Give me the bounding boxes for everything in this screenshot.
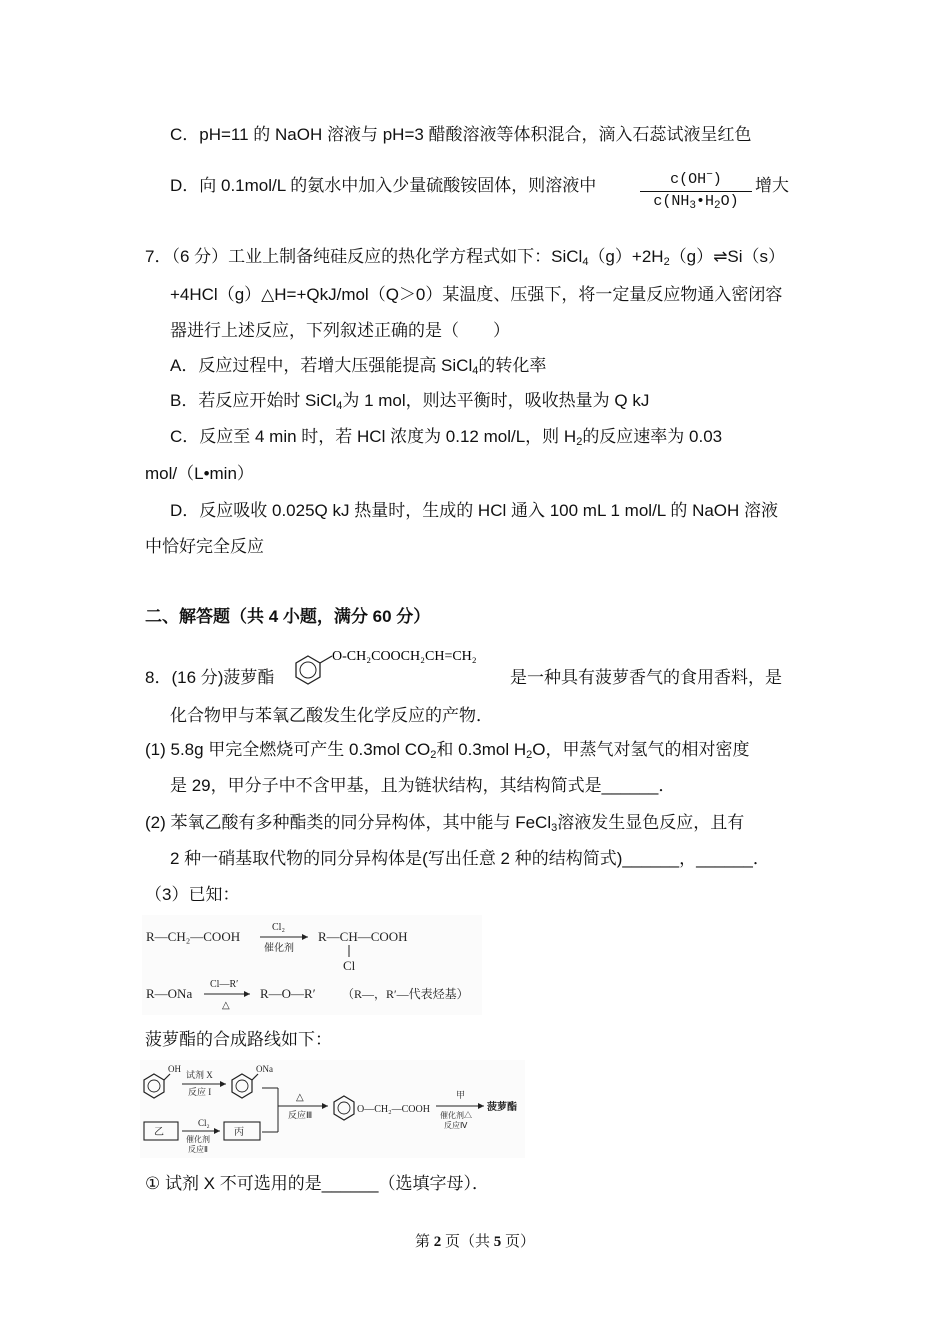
reaction2-reagent: Cl—R′ (210, 979, 239, 990)
reaction2-product: R—O—R′ (260, 986, 316, 1001)
q6-option-d (170, 175, 596, 197)
q7-option-d-cont: 中恰好完全反应 (145, 537, 264, 556)
phenol-oh: OH (168, 1064, 181, 1074)
reaction-4-label: 反应Ⅳ (444, 1121, 468, 1130)
reagent-cl2: Cl₂ (198, 1118, 210, 1128)
q7-stem-line1: 7．（6 分）工业上制备纯硅反应的热化学方程式如下：$SiCl_4(g)+2H_2(g)\rightleftharpoons Si(s)$ (145, 247, 786, 268)
q8-stem-start: 8．(16 分)菠萝酯 (145, 668, 275, 687)
reagent-x: 试剂 X (186, 1070, 213, 1080)
phenoxyacetic-formula: O—CH₂—COOH (357, 1104, 430, 1115)
q7-option-c-cont: mol/（L•min） (145, 464, 254, 483)
q7-option-c: C．反应至 4 min 时，若 HCl 浓度为 0.12 mol/L，则 $H_2$的反应速率为 0.03 (170, 427, 723, 448)
reaction2-reactant: R—ONa (146, 986, 193, 1001)
reaction2-note: （R—，R′—代表烃基） (342, 987, 469, 1001)
compound-yi: 乙 (154, 1127, 164, 1138)
q7-stem-line3: 器进行上述反应，下列叙述正确的是（ ） (170, 321, 510, 340)
q8-part1-cont: 是 29，甲分子中不含甲基，且为链状结构，其结构简式是______． (170, 776, 676, 795)
q8-part2: (2) 苯氧乙酸有多种酯类的同分异构体，其中能与 FeCl$_3$溶液发生显色反应，且有 (145, 813, 745, 834)
q7-option-d: D．反应吸收 0.025Q kJ 热量时，生成的 HCl 通入 100 mL 1 mol/L 的 NaOH 溶液 (170, 501, 779, 520)
reaction-2-condition: 催化剂 (186, 1135, 210, 1144)
q8-stem-cont: 是一种具有菠萝香气的食用香料，是 (510, 668, 782, 687)
q8-part2-cont: 2 种一硝基取代物的同分异构体是(写出任意 2 种的结构简式)______，______． (170, 849, 770, 868)
q7-option-a: A．反应过程中，若增大压强能提高 SiCl$_4$的转化率 (170, 356, 547, 377)
q8-part3: （3）已知： (145, 885, 240, 904)
reaction-1-label: 反应 I (188, 1087, 212, 1097)
phenoxide-ona: ONa (256, 1064, 273, 1074)
reaction-4-condition: 催化剂△ (440, 1111, 472, 1120)
reaction1-condition: 催化剂 (264, 943, 294, 954)
page-footer: 第 2 页（共 5 页） (414, 1234, 536, 1250)
q6-option-c: C．pH=11 的 NaOH 溶液与 pH=3 醋酸溶液等体积混合，滴入石蕊试液呈红色 (170, 125, 752, 144)
reaction-2-label: 反应Ⅱ (188, 1145, 208, 1154)
q6-d-text: D．向 0.1mol/L 的氨水中加入少量硫酸铵固体，则溶液中 (170, 176, 597, 195)
compound-bing: 丙 (234, 1127, 244, 1138)
reaction1-reagent: Cl₂ (272, 922, 285, 933)
section-title: 二、解答题（共 4 小题，满分 60 分） (145, 607, 431, 626)
reaction1-product: R—CH—COOH (318, 929, 408, 944)
reagent-jia: 甲 (456, 1090, 466, 1100)
fraction-numerator: c(OH−) (640, 170, 752, 192)
reaction2-condition: △ (222, 1000, 230, 1011)
q8-stem-line2: 化合物甲与苯氧乙酸发生化学反应的产物． (170, 706, 493, 725)
fraction-denominator: $c(NH_3•H_2O)$ (653, 193, 739, 212)
pineapple-ester-structure (288, 642, 513, 694)
q7-option-b: B．若反应开始时 SiCl$_4$为 1 mol，则达平衡时，吸收热量为 Q kJ (170, 391, 650, 412)
q6-d-tail: 增大 (755, 176, 789, 195)
reaction-3-label: 反应Ⅲ (288, 1110, 313, 1120)
reaction1-cl: Cl (343, 958, 356, 973)
q6-fraction (640, 170, 752, 212)
synthesis-route-figure (140, 1060, 525, 1158)
product-pineapple-ester: 菠萝酯 (487, 1102, 517, 1113)
reaction1-reactant: R—CH₂—COOH (146, 929, 241, 944)
q8-part1: (1) 5.8g 甲完全燃烧可产生 0.3mol $CO_2$和 0.3mol $H_2O$，甲蒸气对氢气的相对密度 (145, 740, 750, 761)
q7-stem-line2: +4HCl（g）△H=+QkJ/mol（Q＞0）某温度、压强下，将一定量反应物通入密闭容 (170, 285, 783, 304)
route-title: 菠萝酯的合成路线如下： (145, 1030, 332, 1049)
structure-formula: O-CH₂COOCH₂CH=CH₂ (332, 649, 477, 664)
q8-subquestion-1: ① 试剂 X 不可选用的是______（选填字母）． (145, 1174, 489, 1193)
known-reactions-figure (142, 915, 482, 1015)
heat-symbol: △ (296, 1092, 304, 1103)
